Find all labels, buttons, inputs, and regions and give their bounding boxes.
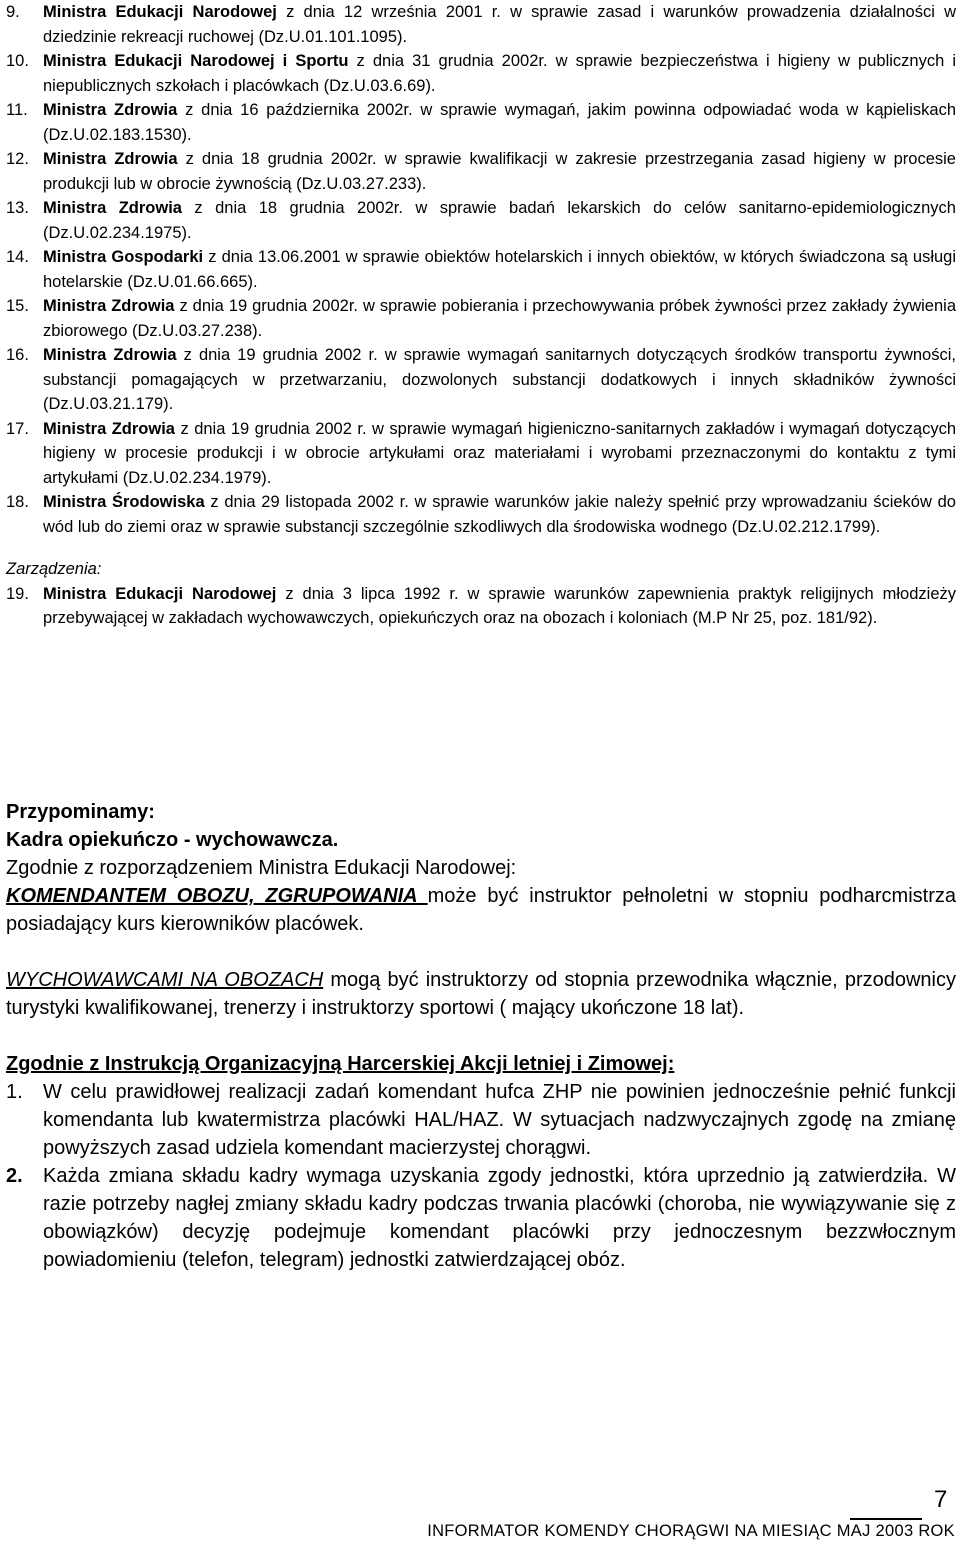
item-text: z dnia 31 grudnia 2002r. w sprawie bezpieczeństwa i higieny w publicznych i niepublicznych szkołach i placówkach (Dz.U.03.6.69). [43,52,957,95]
item-number: 9. [6,3,20,21]
regulation-intro: Zgodnie z rozporządzeniem Ministra Edukacji Narodowej: [6,857,517,879]
item-text: z dnia 18 grudnia 2002r. w sprawie badań lekarskich do celów sanitarno-epidemiologicznych (Dz.U.02.234.1975). [43,199,956,242]
item-number: 14. [6,248,29,266]
list-item [6,490,956,539]
list-item [6,196,956,245]
educators-paragraph [6,966,956,1022]
instruction-heading: Zgodnie z Instrukcją Organizacyjną Harcerskiej Akcji letniej i Zimowej: [6,1053,675,1075]
item-authority: Ministra Zdrowia [43,150,178,168]
item-number: 17. [6,419,29,438]
item-authority: Ministra Gospodarki [43,248,204,266]
list-item [6,49,956,98]
item-number: 16. [6,346,29,364]
list-item [6,147,956,196]
list-item [6,343,956,417]
item-number: 19. [6,584,29,603]
item-text: z dnia 13.06.2001 w sprawie obiektów hotelarskich i innych obiektów, w których świadczona są usługi hotelarskie (Dz.U.01.66.665). [43,248,956,291]
item-authority: Ministra Zdrowia [43,199,182,217]
item-authority: Ministra Edukacji Narodowej [43,584,277,603]
item-number: 13. [6,199,29,217]
item-number: 15. [6,297,29,315]
item-text: Każda zmiana składu kadry wymaga uzyskania zgody jednostki, która uprzednio ją zatwierdziła. W razie potrzeby nagłej zmiany składu kadry podczas trwania placówki (choroba, nie wywiązywanie się z obowiązków) decyzję podejmuje komendant placówki przy jednoczesnym bezzwłocznym powiadomieniu (telefon, telegram) jednostki zatwierdzającej obóz. [43,1165,956,1271]
list-item [6,582,956,631]
list-item [6,417,956,491]
item-authority: Ministra Edukacji Narodowej [43,3,277,21]
item-text: z dnia 19 grudnia 2002r. w sprawie pobierania i przechowywania próbek żywności przez zakłady żywienia zbiorowego (Dz.U.03.27.238). [43,297,956,340]
item-authority: Ministra Edukacji Narodowej i Sportu [43,52,349,70]
item-number: 11. [6,101,28,119]
item-number: 2. [6,1165,23,1187]
page-number: 7 [934,1486,948,1513]
item-text: z dnia 16 października 2002r. w sprawie wymagań, jakim powinna odpowiadać woda w kąpieliskach (Dz.U.02.183.1530). [43,101,956,144]
list-item [6,1078,956,1162]
list-item [6,294,956,343]
item-text: z dnia 12 września 2001 r. w sprawie zasad i warunków prowadzenia działalności w dziedzinie rekreacji ruchowej (Dz.U.01.101.1095). [43,3,956,46]
item-number: 10. [6,52,29,70]
staff-subheading: Kadra opiekuńczo - wychowawcza. [6,829,339,851]
educators-caps: WYCHOWAWCAMI NA OBOZACH [6,969,324,991]
commander-text: może być instruktor pełnoletni w stopniu podharcmistrza posiadający kurs kierowników placówek. [6,885,956,935]
item-authority: Ministra Zdrowia [43,297,175,315]
item-authority: Ministra Zdrowia [43,101,178,119]
reminder-heading: Przypominamy: [6,801,155,823]
item-text: z dnia 19 grudnia 2002 r. w sprawie wymagań higieniczno-sanitarnych zakładów i wymagań dotyczących higieny w procesie produkcji i w obrocie artykułami oraz materiałami i wyrobami przeznaczonymi do kontaktu z tymi artykułami (Dz.U.02.234.1979). [43,419,956,487]
list-item [6,1162,956,1274]
regulations-list [6,0,956,631]
item-text: z dnia 29 listopada 2002 r. w sprawie warunków jakie należy spełnić przy wprowadzaniu ścieków do wód lub do ziemi oraz w sprawie substancji szczególnie szkodliwych dla środowiska wodnego (Dz.U.02.212.1799). [43,493,956,536]
item-number: 1. [6,1081,23,1103]
orders-label: Zarządzenia: [6,560,102,578]
educators-text: mogą być instruktorzy od stopnia przewodnika włącznie, przodownicy turystyki kwalifikowanej, trenerzy i instruktorzy sportowi ( mający ukończone 18 lat). [6,969,956,1019]
reminder-section [6,798,956,1274]
item-number: 12. [6,150,29,168]
list-item [6,98,956,147]
item-number: 18. [6,493,29,511]
footer-text: INFORMATOR KOMENDY CHORĄGWI NA MIESIĄC MAJ 2003 ROK [427,1522,955,1540]
list-item [6,245,956,294]
item-text: z dnia 3 lipca 1992 r. w sprawie warunków zapewnienia praktyk religijnych młodzieży przebywającej w zakładach wychowawczych, opiekuńczych oraz na obozach i koloniach (M.P Nr 25, poz. 181/92). [43,584,956,627]
item-authority: Ministra Zdrowia [43,346,177,364]
commander-caps: KOMENDANTEM OBOZU, ZGRUPOWANIA [6,885,428,907]
item-text: W celu prawidłowej realizacji zadań komendant hufca ZHP nie powinien jednocześnie pełnić funkcji komendanta lub kwatermistrza placówki HAL/HAZ. W sytuacjach nadzwyczajnych zgodę na zmianę powyższych zasad udziela komendant macierzystej chorągwi. [43,1081,956,1159]
commander-paragraph [6,882,956,938]
list-item [6,0,956,49]
item-text: z dnia 18 grudnia 2002r. w sprawie kwalifikacji w zakresie przestrzegania zasad higieny w procesie produkcji lub w obrocie żywnością (Dz.U.03.27.233). [43,150,956,193]
item-text: z dnia 19 grudnia 2002 r. w sprawie wymagań sanitarnych dotyczących środków transportu żywności, substancji pomagających w przetwarzaniu, dozwolonych substancji dodatkowych i innych składników żywności (Dz.U.03.21.179). [43,346,956,413]
item-authority: Ministra Zdrowia [43,419,175,438]
item-authority: Ministra Środowiska [43,493,205,511]
